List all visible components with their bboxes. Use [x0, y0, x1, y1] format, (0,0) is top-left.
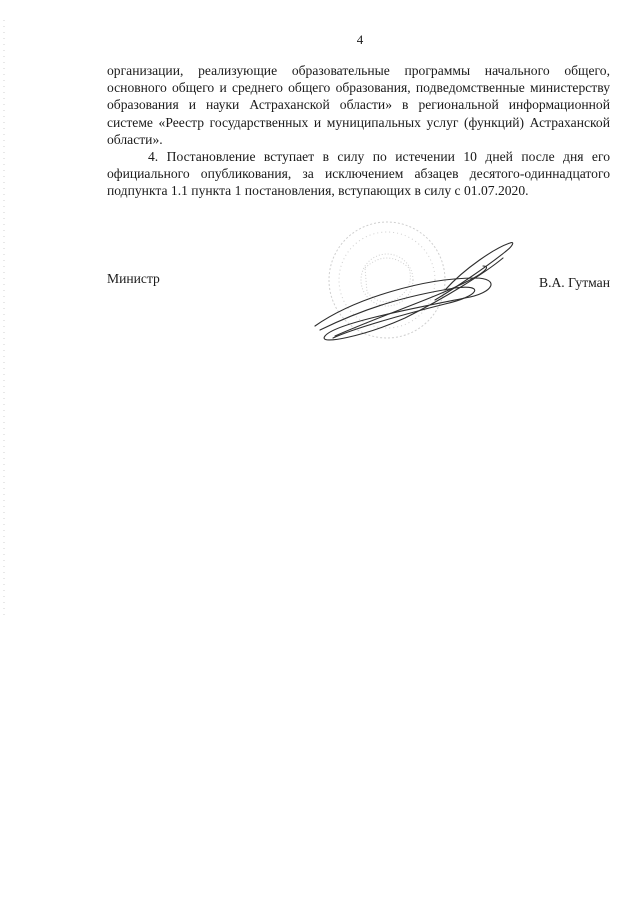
- document-body: [107, 62, 610, 200]
- signatory-name: В.А. Гутман: [539, 275, 610, 290]
- signatory-role: Министр: [107, 271, 160, 286]
- paragraph-effective-date: 4. Постановление вступает в силу по истечении 10 дней после дня его официального опубликования, за исключением абзацев десятого-одиннадцатого подпункта 1.1 пункта 1 постановления, вступающих в силу с 01.07.2020.: [107, 149, 610, 199]
- page-number: 4: [356, 32, 364, 47]
- paragraph-continuation: организации, реализующие образовательные программы начального общего, основного общего и среднего общего образования, подведомственные министерству образования и науки Астраханской области» в региональной информационной системе «Реестр государственных и муниципальных услуг (функций) Астраханской области».: [107, 63, 610, 147]
- signature-block: [107, 271, 610, 311]
- scan-margin-artifact: [3, 20, 5, 620]
